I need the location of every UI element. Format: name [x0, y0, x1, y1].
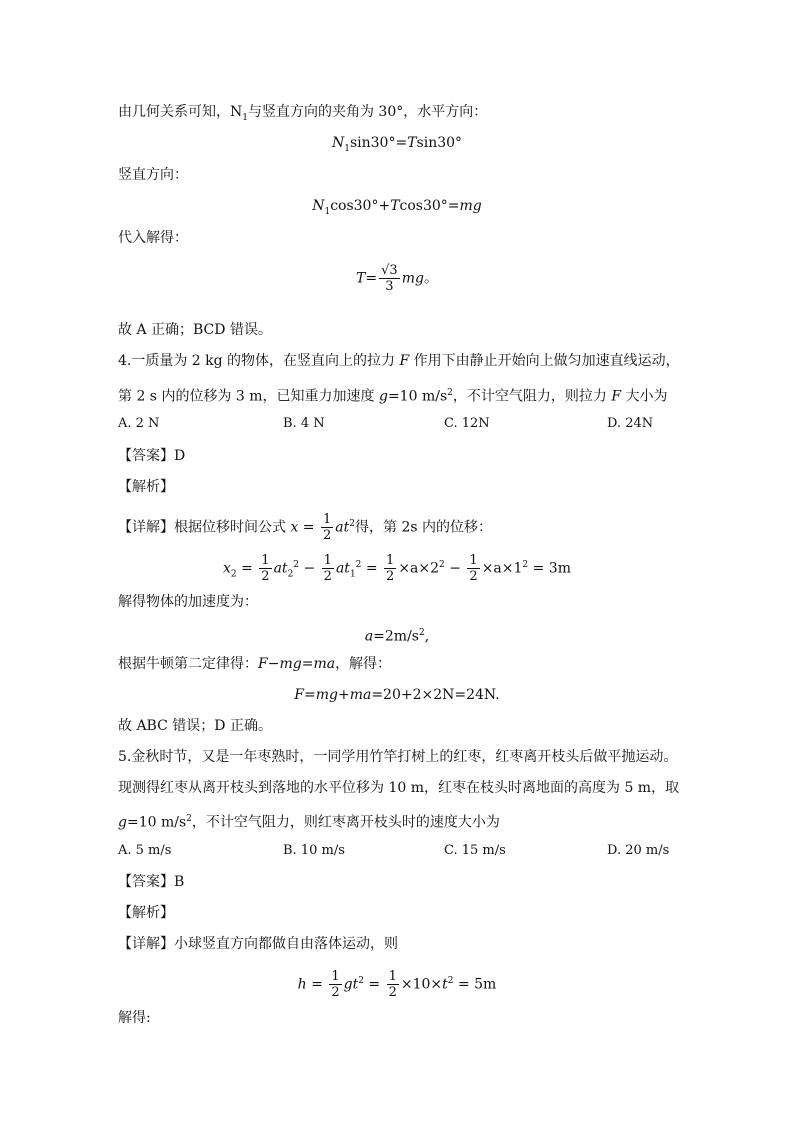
- analysis-tag: 【解析】: [118, 479, 174, 495]
- text: ×a×2: [398, 560, 440, 577]
- answer-tag: 【答案】: [118, 874, 174, 890]
- var: F: [294, 687, 304, 703]
- option-d: D. 24N: [607, 416, 654, 431]
- var: g: [378, 388, 388, 405]
- superscript: 2: [447, 975, 454, 986]
- fraction: [329, 969, 341, 1000]
- var: gt: [343, 976, 359, 993]
- newton-line: [118, 654, 391, 674]
- numerator: 1: [331, 969, 340, 984]
- text: =10 m/s: [126, 814, 187, 831]
- text: =: [236, 560, 258, 577]
- equation-tension: [0, 263, 794, 294]
- var: at: [273, 560, 288, 577]
- equation-x2: [0, 553, 794, 584]
- answer-line: [118, 872, 184, 892]
- denominator: 2: [323, 569, 332, 584]
- numerator: 1: [261, 553, 270, 568]
- numerator: 1: [323, 553, 332, 568]
- question-4-line-1: [118, 351, 680, 371]
- superscript: 2: [355, 559, 362, 570]
- analysis-tag: 【解析】: [118, 905, 174, 921]
- denominator: 3: [385, 279, 394, 294]
- fraction: [322, 553, 334, 584]
- fraction: [384, 553, 396, 584]
- var: N: [331, 135, 345, 151]
- option-c: C. 15 m/s: [444, 843, 506, 858]
- text-line: [118, 102, 487, 128]
- text: =: [303, 687, 316, 703]
- denominator: 2: [323, 528, 332, 543]
- text: ,: [424, 628, 430, 645]
- var: mg: [279, 656, 302, 672]
- var: mg: [315, 687, 338, 703]
- superscript: 2: [419, 628, 425, 638]
- var: t: [442, 976, 448, 993]
- text: =: [363, 976, 385, 993]
- text: =10 m/s: [387, 388, 448, 405]
- var: at: [335, 519, 350, 536]
- var: F: [399, 353, 410, 369]
- fraction: [467, 553, 479, 584]
- superscript: 2: [447, 388, 453, 398]
- text-line: 解得物体的加速度为：: [118, 594, 258, 610]
- equation-h: [0, 969, 794, 1000]
- option-d: D. 20 m/s: [607, 843, 670, 858]
- text: ×a×1: [481, 560, 523, 577]
- text: 与竖直方向的夹角为 30°，水平方向：: [247, 104, 488, 120]
- equation-force: [0, 685, 794, 705]
- var: ma: [349, 687, 372, 703]
- question-4-line-2: [118, 383, 667, 407]
- solve-line: 解得:: [118, 1010, 151, 1026]
- question-5-line-2: 现测得红枣从离开枝头到落地的水平位移为 10 m，红枣在枝头时离地面的高度为 5 m，取: [118, 780, 680, 796]
- subscript: 1: [349, 569, 356, 580]
- answer-value: B: [174, 874, 185, 890]
- var: T: [390, 198, 400, 214]
- var: ma: [313, 656, 336, 672]
- denominator: 2: [386, 569, 395, 584]
- text: 由几何关系可知，N: [118, 104, 243, 120]
- numerator: 1: [469, 553, 478, 568]
- equation-horizontal: [0, 133, 794, 159]
- text: −: [444, 560, 466, 577]
- text: ，不计空气阻力，则红枣离开枝头时的速度大小为: [191, 814, 500, 831]
- answer-tag: 【答案】: [118, 448, 174, 464]
- text: cos30°=: [399, 198, 460, 214]
- var: mg: [401, 270, 424, 287]
- text: = 3m: [528, 560, 571, 577]
- var: mg: [459, 198, 482, 214]
- subscript: 2: [230, 569, 237, 580]
- superscript: 2: [439, 559, 445, 570]
- numerator: 1: [388, 969, 397, 984]
- text: ，不计空气阻力，则拉力: [452, 388, 612, 405]
- text-line: 故 A 正确；BCD 错误。: [118, 322, 272, 338]
- text: sin30°=: [349, 135, 408, 151]
- var: N: [312, 198, 325, 214]
- text: sin30°: [416, 135, 463, 151]
- text: =: [306, 976, 328, 993]
- question-5-line-3: [118, 809, 500, 833]
- var: T: [407, 135, 417, 151]
- superscript: 2: [293, 559, 300, 570]
- numerator: √3: [381, 263, 398, 278]
- superscript: 2: [349, 518, 355, 529]
- subscript: 1: [324, 206, 331, 217]
- var: F: [258, 656, 268, 672]
- text: =: [361, 560, 383, 577]
- denominator: 2: [261, 569, 270, 584]
- var: T: [356, 270, 366, 287]
- text: 根据牛顿第二定律得：: [118, 656, 258, 672]
- var: h: [297, 976, 307, 993]
- answer-value: D: [174, 448, 186, 464]
- text: 根据位移时间公式: [174, 519, 291, 536]
- text: ，解得：: [335, 656, 392, 672]
- text: =: [365, 270, 378, 287]
- fraction: [259, 553, 271, 584]
- fraction: [321, 512, 333, 543]
- superscript: 2: [358, 975, 364, 986]
- fraction: [387, 969, 399, 1000]
- var: x: [290, 519, 299, 536]
- subscript: 2: [287, 569, 294, 580]
- superscript: 2: [522, 559, 529, 570]
- text: 。: [423, 270, 438, 287]
- option-a: A. 5 m/s: [118, 843, 172, 858]
- detail-line: [118, 512, 492, 543]
- text: =: [301, 656, 314, 672]
- var: a: [364, 628, 374, 645]
- text: cos30°+: [330, 198, 391, 214]
- answer-line: [118, 446, 185, 466]
- text: 作用下由静止开始向上做匀加速直线运动，: [409, 353, 680, 369]
- text: =: [298, 519, 319, 536]
- detail-tag: 【详解】: [118, 936, 174, 952]
- subscript: 1: [344, 143, 350, 154]
- text: 第 2 s 内的位移为 3 m，已知重力加速度: [118, 388, 379, 405]
- option-a: A. 2 N: [118, 416, 160, 431]
- option-c: C. 12N: [444, 416, 490, 431]
- subscript: 1: [242, 112, 248, 123]
- text: 大小为: [621, 388, 668, 405]
- numerator: 1: [323, 512, 332, 527]
- question-5-line-1: 5.金秋时节，又是一年枣熟时，一同学用竹竿打树上的红枣，红枣离开枝头后做平抛运动。: [118, 749, 678, 765]
- text: −: [267, 656, 280, 672]
- denominator: 2: [469, 569, 478, 584]
- detail-tag: 【详解】: [118, 519, 174, 536]
- text: =20+2×2N=24N.: [371, 687, 500, 703]
- equation-vertical: [0, 196, 794, 222]
- text: ×10×: [400, 976, 443, 993]
- var: g: [118, 814, 127, 831]
- superscript: 2: [186, 814, 192, 824]
- text-line: 竖直方向：: [118, 167, 188, 183]
- text: =2m/s: [373, 628, 419, 645]
- text: −: [299, 560, 320, 577]
- text: +: [337, 687, 350, 703]
- option-b: B. 10 m/s: [283, 843, 345, 858]
- text: 得，第 2s 内的位移：: [355, 519, 492, 536]
- option-b: B. 4 N: [283, 416, 325, 431]
- denominator: 2: [388, 985, 397, 1000]
- equation-accel: [0, 623, 794, 647]
- var: at: [335, 560, 350, 577]
- denominator: 2: [331, 985, 340, 1000]
- text-line: 代入解得：: [118, 230, 188, 246]
- conclusion-line: 故 ABC 错误；D 正确。: [118, 718, 272, 734]
- numerator: 1: [386, 553, 395, 568]
- fraction: [379, 263, 400, 294]
- text: = 5m: [453, 976, 497, 993]
- text: 小球竖直方向都做自由落体运动，则: [174, 936, 398, 952]
- var: F: [611, 388, 622, 405]
- detail-line: [118, 934, 398, 954]
- text: 4.一质量为 2 kg 的物体，在竖直向上的拉力: [118, 353, 400, 369]
- var: x: [223, 560, 231, 577]
